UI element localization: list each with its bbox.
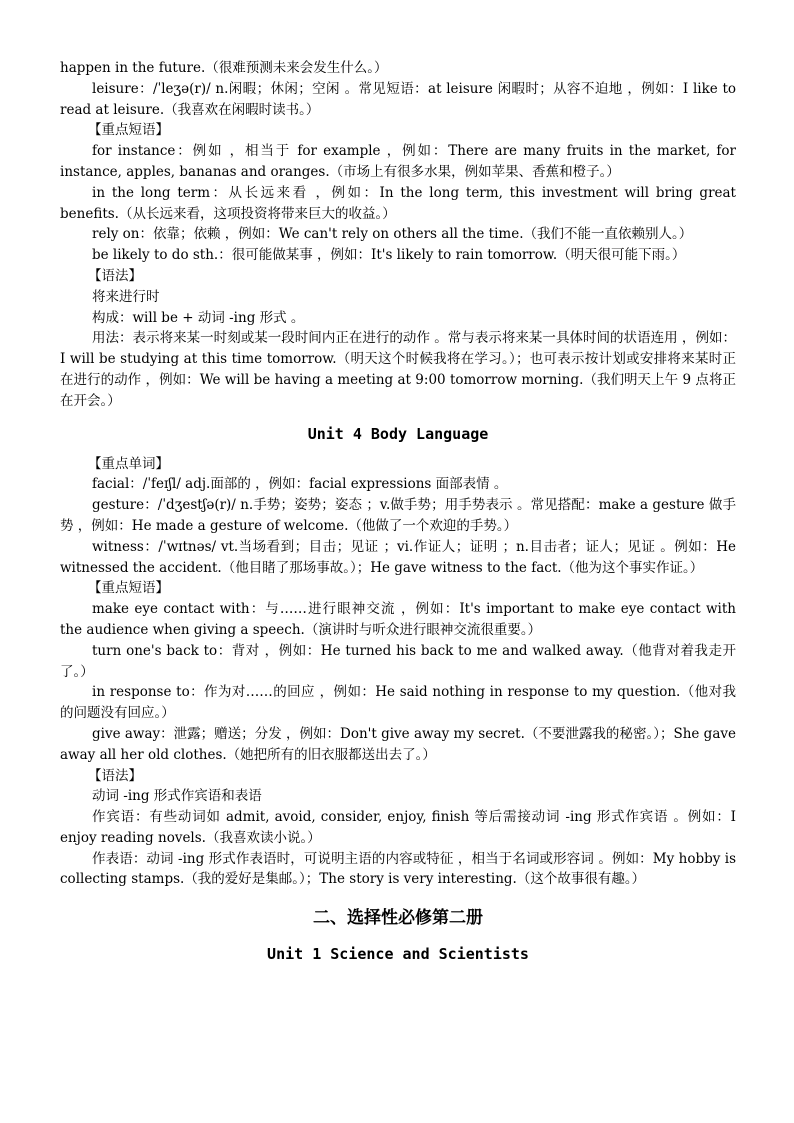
paragraph: be likely to do sth.：很可能做某事 ，例如：It's likely to rain tomorrow.（明天很可能下雨。） bbox=[92, 247, 686, 264]
section-label: 【重点短语】 bbox=[88, 122, 169, 139]
section-label: 【重点单词】 bbox=[88, 455, 169, 472]
paragraph: turn one's back to：背对 ，例如：He turned his back to me and walked away.（他背对着我走开了。） bbox=[60, 642, 736, 680]
paragraph: in response to：作为对……的回应 ，例如：He said nothing in response to my question.（他对我的问题没有回应。） bbox=[60, 684, 736, 722]
paragraph: leisure：/ˈleʒə(r)/ n.闲暇；休闲；空闲 。常见短语：at leisure 闲暇时；从容不迫地 ，例如：I like to read at leisure.（我喜欢在闲暇时读书。） bbox=[60, 80, 736, 118]
paragraph: witness：/ˈwɪtnəs/ vt.当场看到；目击；见证 ；vi.作证人；证明 ；n.目击者；证人；见证 。例如：He witnessed the accident.（他目睹了那场事故。）；He gave witness to the fact.（他为这个事实作证。） bbox=[60, 538, 736, 576]
paragraph: 将来进行时 bbox=[92, 288, 160, 305]
section-label: 【重点短语】 bbox=[88, 580, 169, 597]
section-label: 【语法】 bbox=[88, 267, 142, 284]
unit-1-heading: Unit 1 Science and Scientists bbox=[267, 945, 529, 964]
paragraph: facial：/ˈfeɪʃl/ adj.面部的 ，例如：facial expressions 面部表情 。 bbox=[92, 476, 508, 493]
paragraph: for instance：例如 ，相当于 for example ，例如：There are many fruits in the market, for instance, apples, bananas and oranges.（市场上有很多水果，例如苹果、香蕉和橙子。） bbox=[60, 143, 736, 180]
section-label: 【语法】 bbox=[88, 767, 142, 784]
paragraph: happen in the future.（很难预测未来会发生什么。） bbox=[60, 60, 388, 76]
paragraph: 作宾语：有些动词如 admit, avoid, consider, enjoy, finish 等后需接动词 -ing 形式作宾语 。例如：I enjoy reading novels.（我喜欢读小说。） bbox=[60, 809, 736, 846]
document-page bbox=[60, 58, 736, 974]
unit-4-heading: Unit 4 Body Language bbox=[307, 424, 489, 443]
paragraph: rely on：依靠；依赖 ，例如：We can't rely on others all the time.（我们不能一直依赖别人。） bbox=[92, 226, 693, 243]
paragraph: 构成：will be + 动词 -ing 形式 。 bbox=[92, 309, 305, 326]
paragraph: gesture：/ˈdʒestʃə(r)/ n.手势；姿势；姿态 ；v.做手势；用手势表示 。常见搭配：make a gesture 做手势 ，例如：He made a gesture of welcome.（他做了一个欢迎的手势。） bbox=[60, 497, 736, 534]
paragraph: in the long term：从长远来看 ，例如：In the long term, this investment will bring great benefits.（从长远来看，这项投资将带来巨大的收益。） bbox=[60, 184, 736, 222]
section-unit4 bbox=[60, 454, 736, 891]
paragraph: 作表语：动词 -ing 形式作表语时，可说明主语的内容或特征 ，相当于名词或形容词 。例如：My hobby is collecting stamps.（我的爱好是集邮。）；The story is very interesting.（这个故事很有趣。） bbox=[60, 850, 736, 888]
paragraph: 用法：表示将来某一时刻或某一段时间内正在进行的动作 。常与表示将来某一具体时间的状语连用 ，例如：I will be studying at this time tomorrow.（明天这个时候我将在学习。）；也可表示按计划或安排将来某时正在进行的动作 ，例如：We will be having a meeting at 9:00 tomorrow morning.（我们明天上午 9 点将正在开会。） bbox=[60, 330, 736, 409]
paragraph: make eye contact with：与……进行眼神交流 ，例如：It's important to make eye contact with the audience when giving a speech.（演讲时与听众进行眼神交流很重要。） bbox=[60, 601, 736, 638]
section-unit3-tail bbox=[60, 58, 736, 412]
book-heading: 二、选择性必修第二册 bbox=[313, 908, 483, 929]
paragraph: 动词 -ing 形式作宾语和表语 bbox=[92, 788, 262, 805]
paragraph: give away：泄露；赠送；分发 ，例如：Don't give away my secret.（不要泄露我的秘密。）；She gave away all her old clothes.（她把所有的旧衣服都送出去了。） bbox=[60, 725, 736, 763]
